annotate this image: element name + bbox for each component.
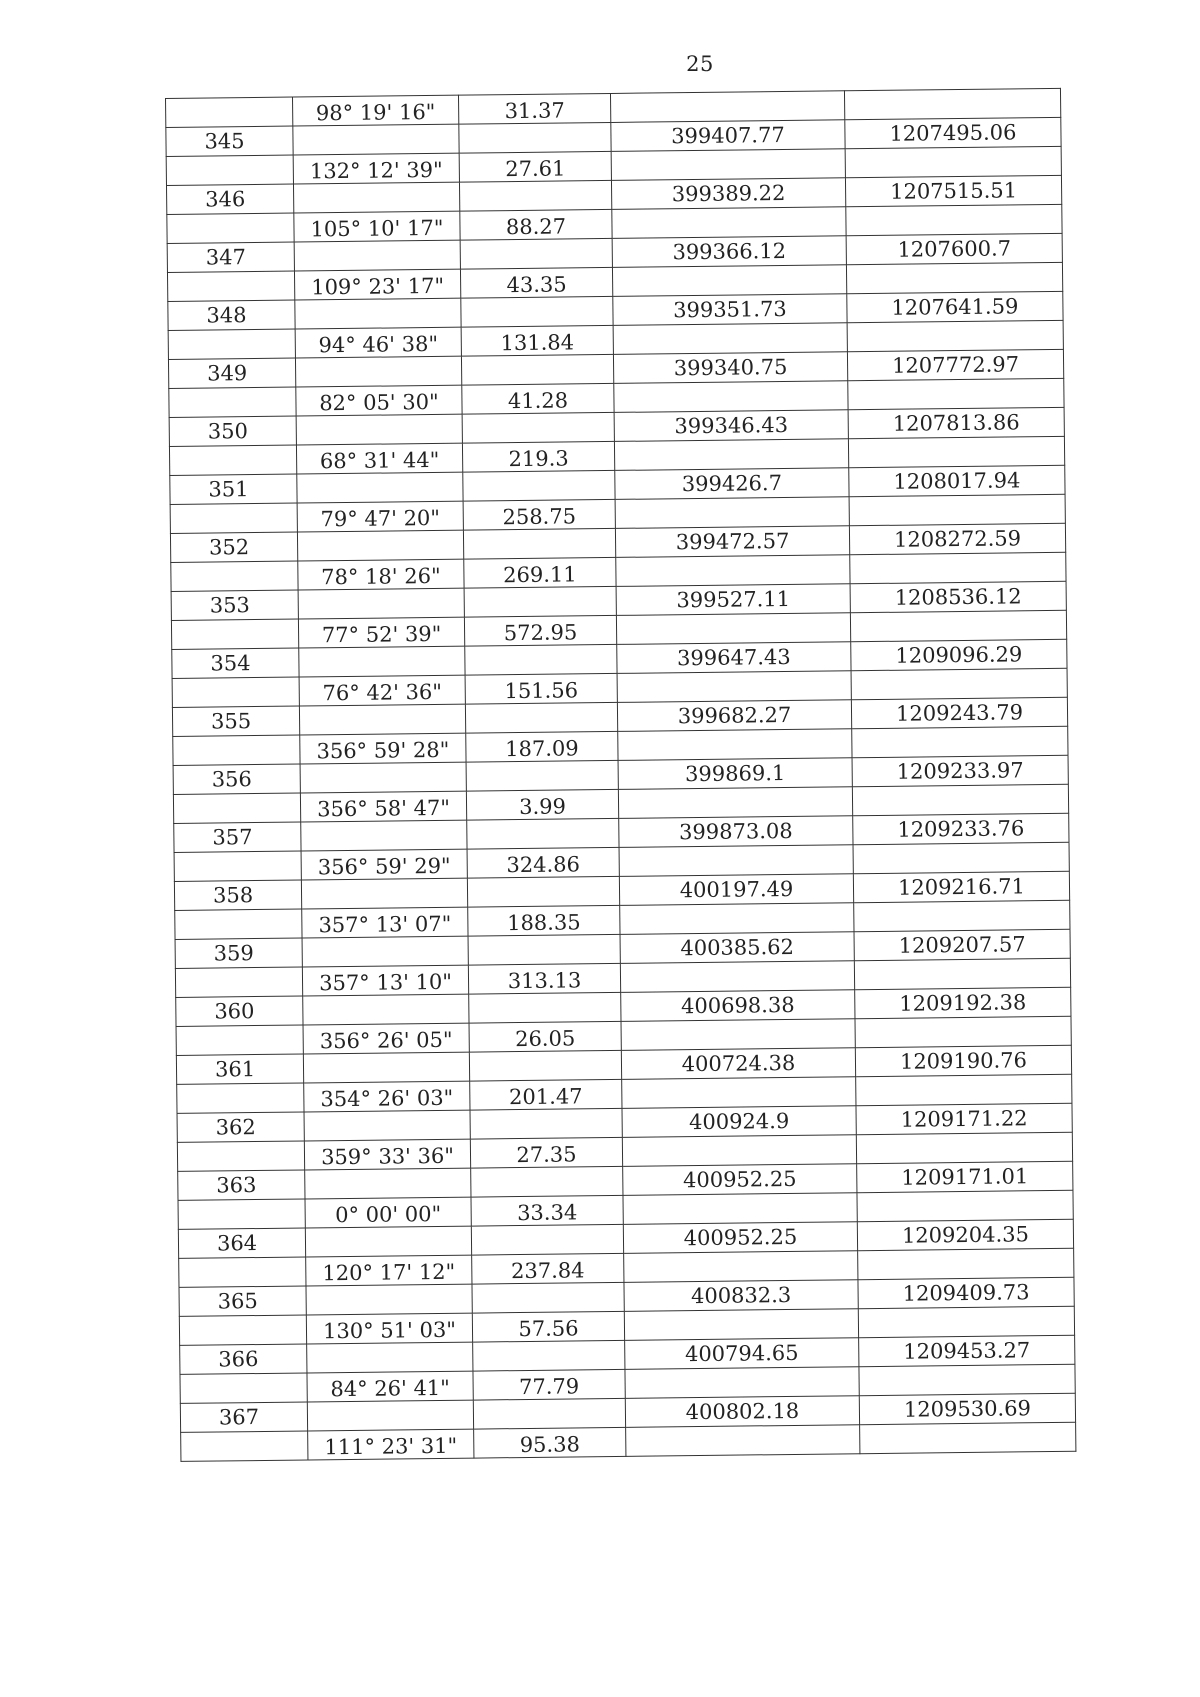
northing-cell-empty [616,555,850,587]
distance-cell: 151.56 [465,673,617,704]
northing-cell: 400385.62 [620,932,854,964]
easting-cell-empty [844,88,1060,119]
easting-cell: 1209233.76 [853,813,1069,844]
bearing-cell-empty [297,472,463,503]
bearing-cell-empty [295,356,461,387]
station-number-cell: 352 [170,532,297,562]
northing-cell: 399346.43 [614,410,848,442]
distance-cell-empty [469,992,621,1023]
station-number-cell: 347 [167,242,294,272]
northing-cell-empty [622,1135,856,1167]
distance-cell: 313.13 [468,963,620,994]
station-cell-empty [169,445,296,475]
northing-cell-empty [621,1019,855,1051]
distance-cell: 95.38 [474,1427,626,1458]
station-number-cell: 360 [176,996,303,1026]
easting-cell-empty [853,842,1069,873]
station-cell-empty [176,1025,303,1055]
northing-cell-empty [613,323,847,355]
bearing-cell-empty [293,182,459,213]
distance-cell-empty [461,296,613,327]
station-cell-empty [177,1083,304,1113]
northing-cell: 400724.38 [621,1048,855,1080]
easting-cell-empty [848,436,1064,467]
station-number-cell: 357 [174,822,301,852]
easting-cell-empty [852,726,1068,757]
northing-cell-empty [610,91,844,123]
easting-cell-empty [849,494,1065,525]
station-cell-empty [167,213,294,243]
distance-cell-empty [469,1050,621,1081]
station-number-cell: 359 [175,938,302,968]
northing-cell-empty [617,671,851,703]
station-cell-empty [178,1199,305,1229]
station-number-cell: 345 [166,126,293,156]
distance-cell: 31.37 [458,93,610,124]
northing-cell-empty [615,497,849,529]
distance-cell-empty [470,1108,622,1139]
northing-cell: 400924.9 [622,1106,856,1138]
distance-cell: 131.84 [461,325,613,356]
easting-cell: 1209409.73 [858,1277,1074,1308]
northing-cell-empty [612,265,846,297]
easting-cell: 1207495.06 [845,117,1061,148]
easting-cell: 1208272.59 [849,523,1065,554]
easting-cell-empty [854,958,1070,989]
northing-cell-empty [624,1251,858,1283]
bearing-cell: 357° 13' 07" [302,907,468,938]
station-cell-empty [179,1315,306,1345]
bearing-cell: 111° 23' 31" [308,1429,474,1460]
northing-cell-empty [618,729,852,761]
bearing-cell: 354° 26' 03" [304,1081,470,1112]
easting-cell-empty [855,1016,1071,1047]
bearing-cell-empty [293,124,459,155]
bearing-cell-empty [295,298,461,329]
station-number-cell: 355 [172,706,299,736]
northing-cell-empty [623,1193,857,1225]
station-cell-empty [171,619,298,649]
northing-cell-empty [625,1367,859,1399]
easting-cell-empty [846,204,1062,235]
distance-cell: 572.95 [464,615,616,646]
northing-cell-empty [626,1425,860,1457]
northing-cell: 399351.73 [613,294,847,326]
easting-cell-empty [852,784,1068,815]
northing-cell: 399340.75 [613,352,847,384]
bearing-cell-empty [304,1110,470,1141]
distance-cell: 201.47 [470,1079,622,1110]
bearing-cell-empty [299,704,465,735]
bearing-cell: 356° 26' 05" [303,1023,469,1054]
northing-cell-empty [614,381,848,413]
northing-cell-empty [616,613,850,645]
northing-cell: 399682.27 [617,700,851,732]
easting-cell: 1209192.38 [855,987,1071,1018]
bearing-cell-empty [303,994,469,1025]
easting-cell: 1209207.57 [854,929,1070,960]
northing-cell: 399472.57 [615,526,849,558]
easting-cell: 1209243.79 [851,697,1067,728]
easting-cell-empty [860,1422,1076,1453]
easting-cell-empty [856,1074,1072,1105]
station-number-cell: 349 [168,358,295,388]
station-number-cell: 362 [177,1112,304,1142]
station-number-cell: 364 [178,1228,305,1258]
distance-cell-empty [467,818,619,849]
bearing-cell: 79° 47' 20" [297,501,463,532]
easting-cell: 1207600.7 [846,233,1062,264]
northing-cell: 399366.12 [612,236,846,268]
northing-cell-empty [611,149,845,181]
bearing-cell: 82° 05' 30" [296,385,462,416]
station-number-cell: 365 [179,1286,306,1316]
easting-cell: 1209204.35 [857,1219,1073,1250]
station-number-cell: 366 [180,1344,307,1374]
bearing-cell: 78° 18' 26" [298,559,464,590]
bearing-cell: 76° 42' 36" [299,675,465,706]
distance-cell: 188.35 [468,905,620,936]
distance-cell: 3.99 [466,789,618,820]
northing-cell: 399527.11 [616,584,850,616]
bearing-cell: 98° 19' 16" [292,95,458,126]
easting-cell: 1209233.97 [852,755,1068,786]
northing-cell: 400197.49 [619,874,853,906]
station-number-cell: 350 [169,416,296,446]
distance-cell-empty [463,470,615,501]
bearing-cell-empty [301,820,467,851]
northing-cell-empty [620,961,854,993]
station-cell-empty [167,271,294,301]
station-number-cell: 367 [180,1402,307,1432]
distance-cell: 41.28 [462,383,614,414]
station-cell-empty [168,329,295,359]
distance-cell-empty [471,1224,623,1255]
distance-cell-empty [466,760,618,791]
bearing-cell: 105° 10' 17" [294,211,460,242]
bearing-cell-empty [307,1400,473,1431]
bearing-cell-empty [296,414,462,445]
distance-cell: 187.09 [466,731,618,762]
station-number-cell: 353 [171,590,298,620]
bearing-cell-empty [299,646,465,677]
northing-cell: 400952.25 [623,1164,857,1196]
distance-cell-empty [459,122,611,153]
bearing-cell: 356° 59' 29" [301,849,467,880]
distance-cell-empty [461,354,613,385]
easting-cell-empty [850,552,1066,583]
distance-cell-empty [467,876,619,907]
station-number-cell: 361 [176,1054,303,1084]
northing-cell: 399647.43 [617,642,851,674]
easting-cell: 1209171.22 [856,1103,1072,1134]
distance-cell-empty [472,1282,624,1313]
station-number-cell: 354 [172,648,299,678]
bearing-cell-empty [298,588,464,619]
easting-cell: 1209096.29 [851,639,1067,670]
bearing-cell-empty [303,1052,469,1083]
station-cell-empty [166,97,293,127]
station-cell-empty [169,387,296,417]
distance-cell: 324.86 [467,847,619,878]
traverse-table-body [166,88,1076,1461]
station-number-cell: 363 [178,1170,305,1200]
station-cell-empty [170,503,297,533]
bearing-cell: 120° 17' 12" [306,1255,472,1286]
easting-cell-empty [850,610,1066,641]
bearing-cell: 356° 59' 28" [300,733,466,764]
northing-cell: 399389.22 [611,178,845,210]
northing-cell: 400832.3 [624,1280,858,1312]
station-cell-empty [173,735,300,765]
easting-cell: 1209171.01 [857,1161,1073,1192]
easting-cell: 1209190.76 [855,1045,1071,1076]
easting-cell: 1209530.69 [859,1393,1075,1424]
northing-cell: 399426.7 [615,468,849,500]
easting-cell: 1209453.27 [859,1335,1075,1366]
station-cell-empty [175,909,302,939]
station-cell-empty [173,793,300,823]
easting-cell-empty [856,1132,1072,1163]
bearing-cell-empty [305,1226,471,1257]
bearing-cell-empty [294,240,460,271]
station-number-cell: 351 [170,474,297,504]
bearing-cell-empty [301,878,467,909]
easting-cell-empty [857,1190,1073,1221]
distance-cell-empty [465,702,617,733]
northing-cell-empty [624,1309,858,1341]
distance-cell-empty [462,412,614,443]
distance-cell: 77.79 [473,1369,625,1400]
bearing-cell-empty [297,530,463,561]
station-cell-empty [179,1257,306,1287]
northing-cell-empty [619,845,853,877]
distance-cell-empty [464,586,616,617]
distance-cell: 27.61 [459,151,611,182]
easting-cell-empty [858,1248,1074,1279]
easting-cell-empty [851,668,1067,699]
easting-cell: 1208017.94 [849,465,1065,496]
easting-cell-empty [846,262,1062,293]
northing-cell-empty [618,787,852,819]
easting-cell-empty [845,146,1061,177]
station-cell-empty [180,1373,307,1403]
bearing-cell: 130° 51' 03" [306,1313,472,1344]
northing-cell: 400952.25 [623,1222,857,1254]
easting-cell: 1209216.71 [853,871,1069,902]
distance-cell-empty [465,644,617,675]
easting-cell: 1208536.12 [850,581,1066,612]
easting-cell-empty [859,1364,1075,1395]
station-cell-empty [177,1141,304,1171]
bearing-cell: 357° 13' 10" [302,965,468,996]
bearing-cell: 84° 26' 41" [307,1371,473,1402]
distance-cell: 258.75 [463,499,615,530]
bearing-cell: 94° 46' 38" [295,327,461,358]
bearing-cell: 77° 52' 39" [298,617,464,648]
bearing-cell-empty [302,936,468,967]
distance-cell: 219.3 [462,441,614,472]
distance-cell: 27.35 [470,1137,622,1168]
distance-cell-empty [459,180,611,211]
bearing-cell-empty [307,1342,473,1373]
easting-cell: 1207772.97 [847,349,1063,380]
distance-cell: 237.84 [472,1253,624,1284]
bearing-cell-empty [306,1284,472,1315]
easting-cell: 1207641.59 [847,291,1063,322]
station-number-cell: 358 [174,880,301,910]
easting-cell: 1207813.86 [848,407,1064,438]
distance-cell: 269.11 [464,557,616,588]
northing-cell: 400698.38 [621,990,855,1022]
bearing-cell-empty [300,762,466,793]
bearing-cell: 109° 23' 17" [294,269,460,300]
northing-cell: 399407.77 [611,120,845,152]
distance-cell: 33.34 [471,1195,623,1226]
distance-cell: 57.56 [472,1311,624,1342]
distance-cell-empty [460,238,612,269]
bearing-cell: 68° 31' 44" [296,443,462,474]
distance-cell-empty [471,1166,623,1197]
easting-cell-empty [858,1306,1074,1337]
station-number-cell: 356 [173,764,300,794]
distance-cell-empty [473,1398,625,1429]
northing-cell-empty [622,1077,856,1109]
easting-cell-empty [854,900,1070,931]
station-cell-empty [172,677,299,707]
northing-cell-empty [620,903,854,935]
station-number-cell: 348 [168,300,295,330]
station-number-cell: 346 [166,184,293,214]
northing-cell: 400802.18 [625,1396,859,1428]
traverse-table [165,88,1076,1462]
distance-cell: 26.05 [469,1021,621,1052]
northing-cell: 400794.65 [625,1338,859,1370]
northing-cell-empty [612,207,846,239]
northing-cell-empty [614,439,848,471]
distance-cell: 88.27 [460,209,612,240]
distance-cell-empty [468,934,620,965]
distance-cell-empty [473,1340,625,1371]
northing-cell: 399869.1 [618,758,852,790]
station-cell-empty [171,561,298,591]
distance-cell-empty [463,528,615,559]
northing-cell: 399873.08 [619,816,853,848]
easting-cell: 1207515.51 [845,175,1061,206]
bearing-cell: 356° 58' 47" [300,791,466,822]
distance-cell: 43.35 [460,267,612,298]
bearing-cell: 359° 33' 36" [304,1139,470,1170]
easting-cell-empty [848,378,1064,409]
bearing-cell-empty [305,1168,471,1199]
bearing-cell: 0° 00' 00" [305,1197,471,1228]
station-cell-empty [175,967,302,997]
station-cell-empty [174,851,301,881]
bearing-cell: 132° 12' 39" [293,153,459,184]
easting-cell-empty [847,320,1063,351]
page-number: 25 [686,52,714,76]
station-cell-empty [166,155,293,185]
station-cell-empty [181,1431,308,1461]
